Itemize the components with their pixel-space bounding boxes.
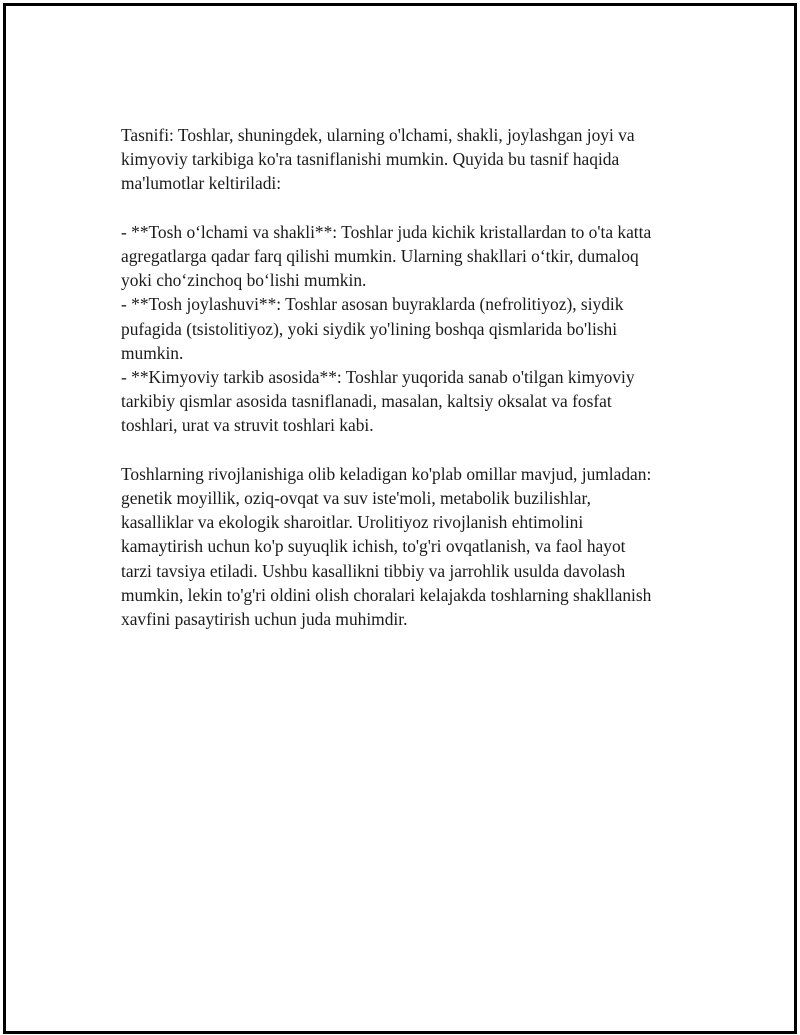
list-item-location [121, 292, 693, 365]
text-line: yoki cho‘zinchoq bo‘lishi mumkin. [121, 270, 367, 291]
text-line: toshlari, urat va struvit toshlari kabi. [121, 415, 374, 436]
classification-list [121, 220, 693, 438]
text-line: ma'lumotlar keltiriladi: [121, 173, 282, 194]
text-line: tarkibiy qismlar asosida tasniflanadi, masalan, kaltsiy oksalat va fosfat [121, 391, 612, 412]
text-line: kimyoviy tarkibiga ko'ra tasniflanishi mumkin. Quyida bu tasnif haqida [121, 149, 620, 170]
text-line: kasalliklar va ekologik sharoitlar. Urolitiyoz rivojlanish ehtimolini [121, 512, 584, 533]
text-line: - **Tosh o‘lchami va shakli**: Toshlar juda kichik kristallardan to o'ta katta [121, 221, 652, 242]
text-line: - **Tosh joylashuvi**: Toshlar asosan buyraklarda (nefrolitiyoz), siydik [121, 294, 624, 315]
list-item-size-shape [121, 220, 693, 293]
text-line: kamaytirish uchun ko'p suyuqlik ichish, to'g'ri ovqatlanish, va faol hayot [121, 536, 626, 557]
list-item-chemical-composition [121, 365, 693, 438]
page-frame [3, 3, 797, 1034]
text-line: Toshlarning rivojlanishiga olib keladigan ko'plab omillar mavjud, jumladan: [121, 463, 652, 484]
text-line: mumkin. [121, 342, 184, 363]
text-line: xavfini pasaytirish uchun juda muhimdir. [121, 609, 408, 630]
text-line: genetik moyillik, oziq-ovqat va suv iste'moli, metabolik buzilishlar, [121, 488, 591, 509]
text-line: agregatlarga qadar farq qilishi mumkin. Ularning shakllari o‘tkir, dumaloq [121, 246, 639, 266]
text-line: pufagida (tsistolitiyoz), yoki siydik yo'lining boshqa qismlarida bo'lishi [121, 318, 618, 339]
text-line: - **Kimyoviy tarkib asosida**: Toshlar yuqorida sanab o'tilgan kimyoviy [121, 367, 635, 388]
document-body [121, 123, 693, 655]
factors-paragraph [121, 462, 693, 631]
text-line: tarzi tavsiya etiladi. Ushbu kasallikni tibbiy va jarrohlik usulda davolash [121, 560, 626, 581]
intro-paragraph [121, 123, 693, 196]
text-line: Tasnifi: Toshlar, shuningdek, ularning o'lchami, shakli, joylashgan joyi va [121, 125, 635, 145]
text-line: mumkin, lekin to'g'ri oldini olish choralari kelajakda toshlarning shakllanish [121, 584, 652, 605]
